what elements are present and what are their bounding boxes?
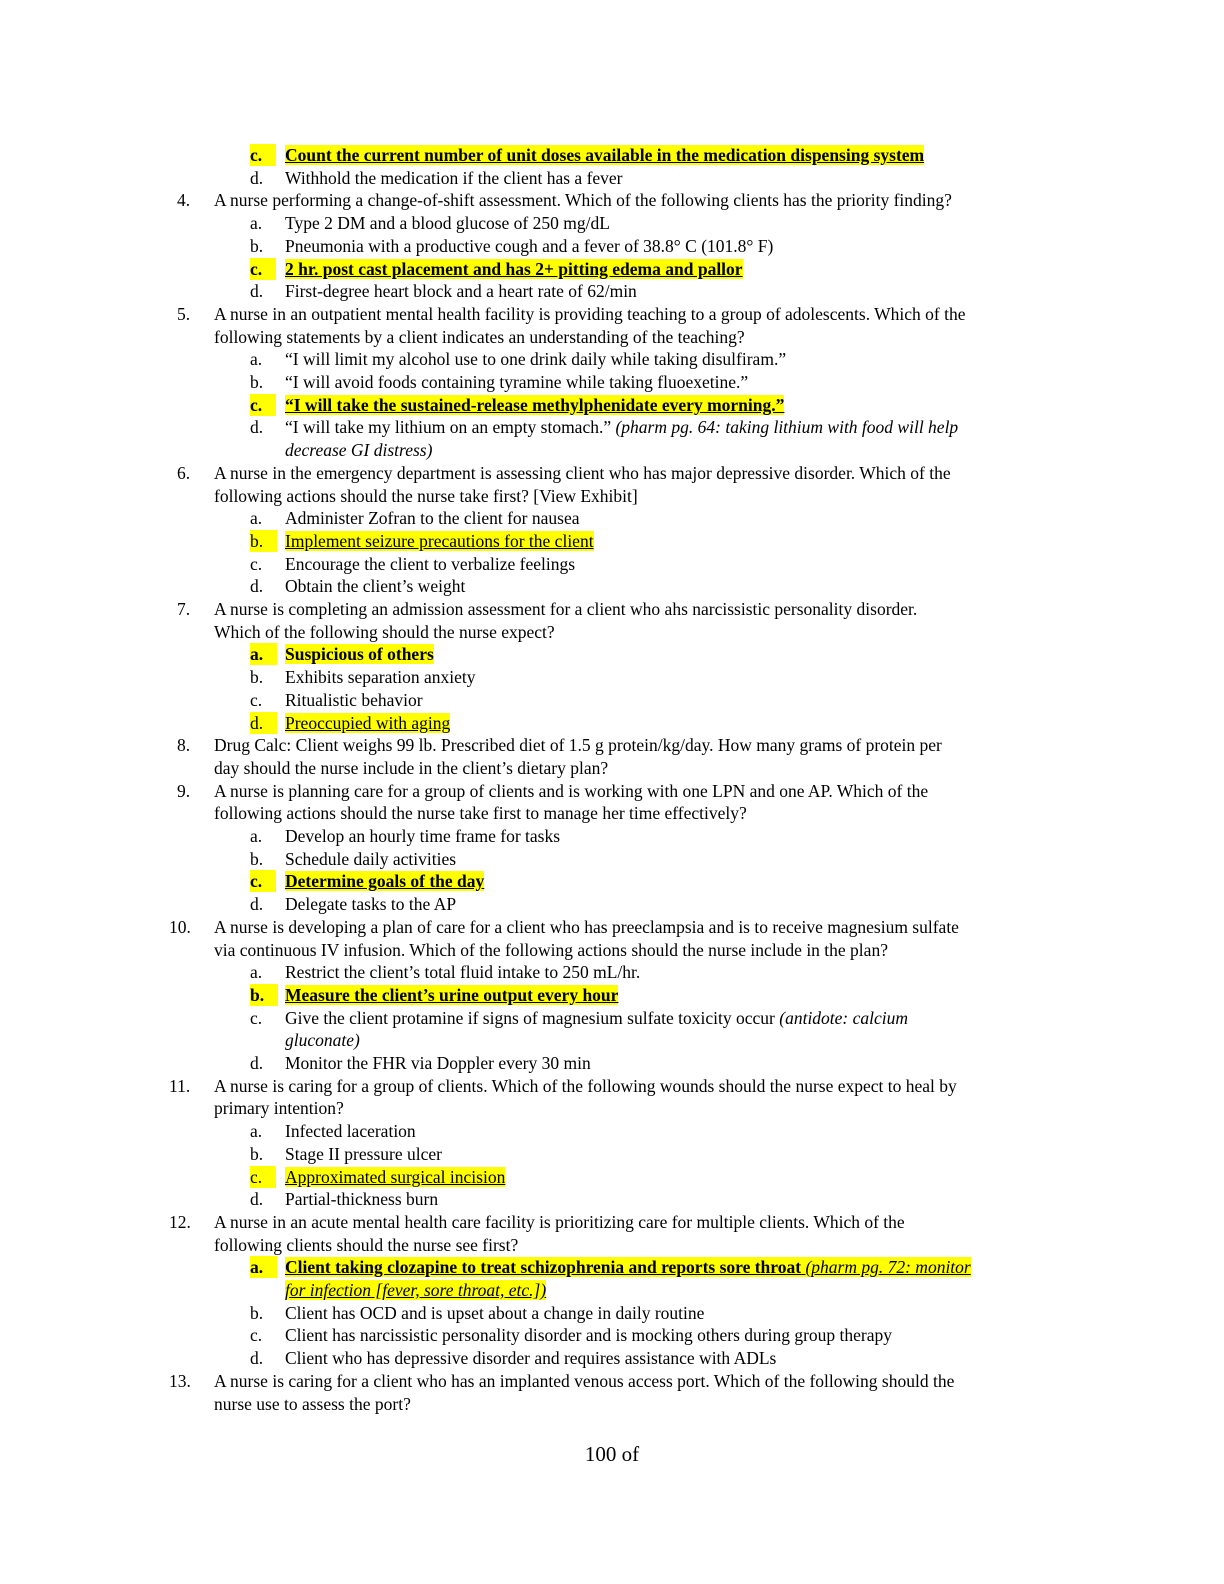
- option-line: [0, 575, 1224, 597]
- option-letter: a.: [250, 962, 263, 983]
- option-text-wrap: [285, 1166, 505, 1188]
- question-text: A nurse is planning care for a group of clients and is working with one LPN and one AP. Which of the: [214, 780, 929, 801]
- option-line: [0, 1120, 1224, 1142]
- question-number: 6.: [177, 462, 191, 483]
- option-text-wrap: [285, 439, 432, 461]
- option-letter: a.: [250, 508, 263, 529]
- option-letter: d.: [250, 894, 264, 915]
- option-text: Restrict the client’s total fluid intake to 250 mL/hr.: [285, 962, 641, 983]
- question-text: A nurse in the emergency department is assessing client who has major depressive disorder. Which of the: [214, 462, 951, 483]
- question-text: Drug Calc: Client weighs 99 lb. Prescribed diet of 1.5 g protein/kg/day. How many grams of protein per: [214, 735, 942, 756]
- question-line: [0, 462, 1224, 484]
- option-letter: c.: [250, 258, 276, 280]
- option-line: [0, 167, 1224, 189]
- answer-highlight: “I will take the sustained-release methylphenidate every morning.”: [285, 394, 785, 415]
- option-text-wrap: [285, 1188, 438, 1210]
- option-line: [0, 348, 1224, 370]
- study-note: (pharm pg. 64: taking lithium with food will help: [611, 417, 959, 438]
- option-line: [0, 280, 1224, 302]
- option-line: [0, 1302, 1224, 1324]
- option-line: [0, 643, 1224, 665]
- question-text: A nurse is caring for a group of clients. Which of the following wounds should the nurse expect to heal by: [214, 1075, 957, 1096]
- option-letter: b.: [250, 530, 277, 552]
- option-text-wrap: [285, 1029, 360, 1051]
- continuation-line: [0, 757, 1224, 779]
- option-line: [0, 870, 1224, 892]
- option-letter: b.: [250, 667, 264, 688]
- answer-highlight: Determine goals of the day: [285, 871, 485, 892]
- option-letter: d.: [250, 1189, 264, 1210]
- question-number: 12.: [169, 1211, 191, 1232]
- question-text: A nurse performing a change-of-shift assessment. Which of the following clients has the priority finding?: [214, 190, 952, 211]
- option-line: [0, 848, 1224, 870]
- option-text-wrap: [285, 1143, 442, 1165]
- option-text-wrap: [285, 394, 784, 416]
- answer-highlight: Count the current number of unit doses available in the medication dispensing system: [285, 145, 925, 165]
- option-letter: d.: [250, 712, 277, 734]
- answer-highlight: Client taking clozapine to treat schizophrenia and reports sore throat: [285, 1257, 802, 1278]
- option-text-wrap: [285, 1347, 776, 1369]
- question-number: 13.: [169, 1370, 191, 1391]
- question-text: nurse use to assess the port?: [214, 1393, 411, 1414]
- question-line: [0, 189, 1224, 211]
- option-line: [0, 394, 1224, 416]
- question-line: [0, 780, 1224, 802]
- option-text-wrap: [285, 530, 594, 552]
- option-text-wrap: [285, 144, 924, 166]
- option-text-wrap: [285, 870, 484, 892]
- question-text: Which of the following should the nurse expect?: [214, 621, 555, 642]
- question-number: 7.: [177, 599, 191, 619]
- option-text-wrap: [285, 258, 743, 280]
- option-letter: b.: [250, 372, 264, 392]
- continuation-line: [0, 1393, 1224, 1415]
- option-line: [0, 1143, 1224, 1165]
- option-letter: c.: [250, 553, 263, 574]
- continuation-line: [0, 1279, 1224, 1301]
- option-line: [0, 1324, 1224, 1346]
- study-note: for infection [fever, sore throat, etc.]): [285, 1280, 547, 1300]
- option-text: Client has narcissistic personality disorder and is mocking others during group therapy: [285, 1325, 893, 1346]
- option-line: [0, 689, 1224, 711]
- option-letter: d.: [250, 417, 264, 438]
- continuation-line: [0, 1234, 1224, 1256]
- option-line: [0, 371, 1224, 393]
- option-line: [0, 530, 1224, 552]
- question-line: [0, 598, 1224, 620]
- question-text: A nurse is completing an admission assessment for a client who ahs narcissistic personality disorder.: [214, 599, 918, 619]
- option-text: Give the client protamine if signs of magnesium sulfate toxicity occur: [285, 1007, 775, 1028]
- option-letter: c.: [250, 870, 276, 892]
- option-text-wrap: [285, 712, 450, 734]
- question-text: following statements by a client indicates an understanding of the teaching?: [214, 326, 745, 347]
- answer-highlight: Approximated surgical incision: [285, 1166, 506, 1187]
- option-text: “I will limit my alcohol use to one drink daily while taking disulfiram.”: [285, 349, 787, 370]
- question-text: A nurse is developing a plan of care for a client who has preeclampsia and is to receive magnesium sulfate: [214, 916, 959, 937]
- question-number: 8.: [177, 735, 191, 756]
- question-number: 4.: [177, 190, 191, 211]
- question-number: 10.: [169, 916, 191, 937]
- option-text-wrap: [285, 1324, 892, 1346]
- option-text-wrap: [285, 1120, 416, 1142]
- option-line: [0, 553, 1224, 575]
- answer-highlight: 2 hr. post cast placement and has 2+ pitting edema and pallor: [285, 258, 743, 279]
- continuation-line: [0, 802, 1224, 824]
- question-line: [0, 1370, 1224, 1392]
- study-note: (pharm pg. 72: monitor: [801, 1257, 971, 1278]
- option-text-wrap: [285, 689, 423, 711]
- continuation-line: [0, 326, 1224, 348]
- option-text: Delegate tasks to the AP: [285, 894, 457, 915]
- option-letter: d.: [250, 281, 264, 302]
- continuation-line: [0, 621, 1224, 643]
- option-text: “I will avoid foods containing tyramine while taking fluoexetine.”: [285, 372, 749, 392]
- option-line: [0, 825, 1224, 847]
- option-text-wrap: [285, 666, 476, 688]
- question-text: primary intention?: [214, 1098, 344, 1119]
- option-text: Monitor the FHR via Doppler every 30 min: [285, 1053, 591, 1073]
- answer-highlight: Implement seizure precautions for the client: [285, 530, 594, 551]
- option-letter: a.: [250, 826, 263, 846]
- option-letter: a.: [250, 1256, 277, 1278]
- option-line: [0, 1166, 1224, 1188]
- option-line: [0, 961, 1224, 983]
- option-line: [0, 212, 1224, 234]
- continuation-line: [0, 939, 1224, 961]
- option-text: Exhibits separation anxiety: [285, 667, 476, 688]
- option-letter: d.: [250, 576, 264, 597]
- option-text: Obtain the client’s weight: [285, 576, 466, 597]
- question-line: [0, 734, 1224, 756]
- option-line: [0, 666, 1224, 688]
- option-letter: b.: [250, 235, 264, 256]
- question-text: via continuous IV infusion. Which of the following actions should the nurse include in the plan?: [214, 939, 888, 960]
- continuation-line: [0, 485, 1224, 507]
- answer-highlight: Suspicious of others: [285, 644, 434, 665]
- option-line: [0, 893, 1224, 915]
- option-line: [0, 507, 1224, 529]
- answer-highlight: Measure the client’s urine output every hour: [285, 984, 619, 1005]
- option-letter: c.: [250, 1166, 276, 1188]
- option-letter: a.: [250, 643, 277, 665]
- option-letter: d.: [250, 1053, 264, 1073]
- option-text-wrap: [285, 1302, 704, 1324]
- option-line: [0, 144, 1224, 166]
- option-text-wrap: [285, 553, 575, 575]
- question-number: 9.: [177, 780, 191, 801]
- continuation-line: [0, 1029, 1224, 1051]
- option-text-wrap: [285, 212, 610, 234]
- option-text: Develop an hourly time frame for tasks: [285, 826, 561, 846]
- option-letter: c.: [250, 144, 276, 166]
- option-line: [0, 1188, 1224, 1210]
- option-line: [0, 258, 1224, 280]
- study-note: gluconate): [285, 1030, 360, 1051]
- option-letter: d.: [250, 167, 264, 188]
- option-line: [0, 984, 1224, 1006]
- question-number: 11.: [169, 1075, 191, 1096]
- option-text: Client has OCD and is upset about a change in daily routine: [285, 1302, 705, 1323]
- option-text-wrap: [285, 643, 434, 665]
- question-line: [0, 303, 1224, 325]
- option-line: [0, 1256, 1224, 1278]
- option-text: Schedule daily activities: [285, 848, 457, 869]
- question-line: [0, 1075, 1224, 1097]
- option-text-wrap: [285, 1007, 908, 1029]
- option-text-wrap: [285, 507, 579, 529]
- option-letter: c.: [250, 1007, 263, 1028]
- option-text: Client who has depressive disorder and requires assistance with ADLs: [285, 1348, 777, 1369]
- option-text: Pneumonia with a productive cough and a fever of 38.8° C (101.8° F): [285, 235, 774, 256]
- question-line: [0, 916, 1224, 938]
- option-line: [0, 712, 1224, 734]
- option-letter: b.: [250, 1143, 264, 1164]
- option-text: Partial-thickness burn: [285, 1189, 439, 1210]
- option-letter: c.: [250, 1325, 263, 1346]
- question-text: following actions should the nurse take first to manage her time effectively?: [214, 803, 747, 824]
- option-text-wrap: [285, 984, 618, 1006]
- answer-highlight: Preoccupied with aging: [285, 712, 451, 733]
- option-text: “I will take my lithium on an empty stomach.”: [285, 417, 612, 438]
- option-text: Encourage the client to verbalize feelings: [285, 553, 576, 574]
- option-line: [0, 416, 1224, 438]
- option-line: [0, 1052, 1224, 1074]
- option-text-wrap: [285, 1052, 591, 1074]
- option-text-wrap: [285, 893, 456, 915]
- option-text-wrap: [285, 280, 637, 302]
- study-note: (antidote: calcium: [774, 1007, 909, 1028]
- question-text: A nurse is caring for a client who has an implanted venous access port. Which of the following should the: [214, 1370, 955, 1391]
- question-number: 5.: [177, 303, 191, 324]
- option-text: Administer Zofran to the client for nausea: [285, 508, 580, 529]
- continuation-line: [0, 1097, 1224, 1119]
- option-letter: b.: [250, 1302, 264, 1323]
- option-letter: a.: [250, 1121, 263, 1142]
- option-letter: b.: [250, 848, 264, 869]
- question-text: following actions should the nurse take first? [View Exhibit]: [214, 485, 638, 506]
- question-line: [0, 1211, 1224, 1233]
- option-line: [0, 1347, 1224, 1369]
- study-note: decrease GI distress): [285, 440, 433, 461]
- option-text: First-degree heart block and a heart rate of 62/min: [285, 281, 637, 302]
- continuation-line: [0, 439, 1224, 461]
- option-line: [0, 1007, 1224, 1029]
- option-letter: c.: [250, 394, 276, 416]
- option-letter: a.: [250, 349, 263, 370]
- option-text: Stage II pressure ulcer: [285, 1143, 442, 1164]
- option-text: Ritualistic behavior: [285, 689, 423, 710]
- option-text: Type 2 DM and a blood glucose of 250 mg/dL: [285, 213, 610, 234]
- option-text-wrap: [285, 1256, 971, 1278]
- option-text-wrap: [285, 825, 560, 847]
- option-text-wrap: [285, 348, 786, 370]
- option-text-wrap: [285, 848, 456, 870]
- question-text: following clients should the nurse see first?: [214, 1234, 519, 1255]
- option-text: Infected laceration: [285, 1121, 416, 1142]
- option-text-wrap: [285, 575, 465, 597]
- option-line: [0, 235, 1224, 257]
- option-text-wrap: [285, 371, 748, 393]
- option-text-wrap: [285, 235, 773, 257]
- option-text-wrap: [285, 416, 958, 438]
- question-text: day should the nurse include in the client’s dietary plan?: [214, 757, 609, 778]
- option-letter: b.: [250, 984, 278, 1006]
- option-letter: c.: [250, 689, 263, 710]
- question-text: A nurse in an outpatient mental health facility is providing teaching to a group of adolescents. Which of the: [214, 303, 966, 324]
- option-text-wrap: [285, 1279, 546, 1301]
- option-text-wrap: [285, 167, 623, 189]
- option-letter: d.: [250, 1348, 264, 1369]
- option-text: Withhold the medication if the client has a fever: [285, 167, 623, 188]
- option-letter: a.: [250, 213, 263, 234]
- page-footer: 100 of: [584, 1442, 640, 1466]
- question-text: A nurse in an acute mental health care facility is prioritizing care for multiple clients. Which of the: [214, 1211, 905, 1232]
- option-text-wrap: [285, 961, 640, 983]
